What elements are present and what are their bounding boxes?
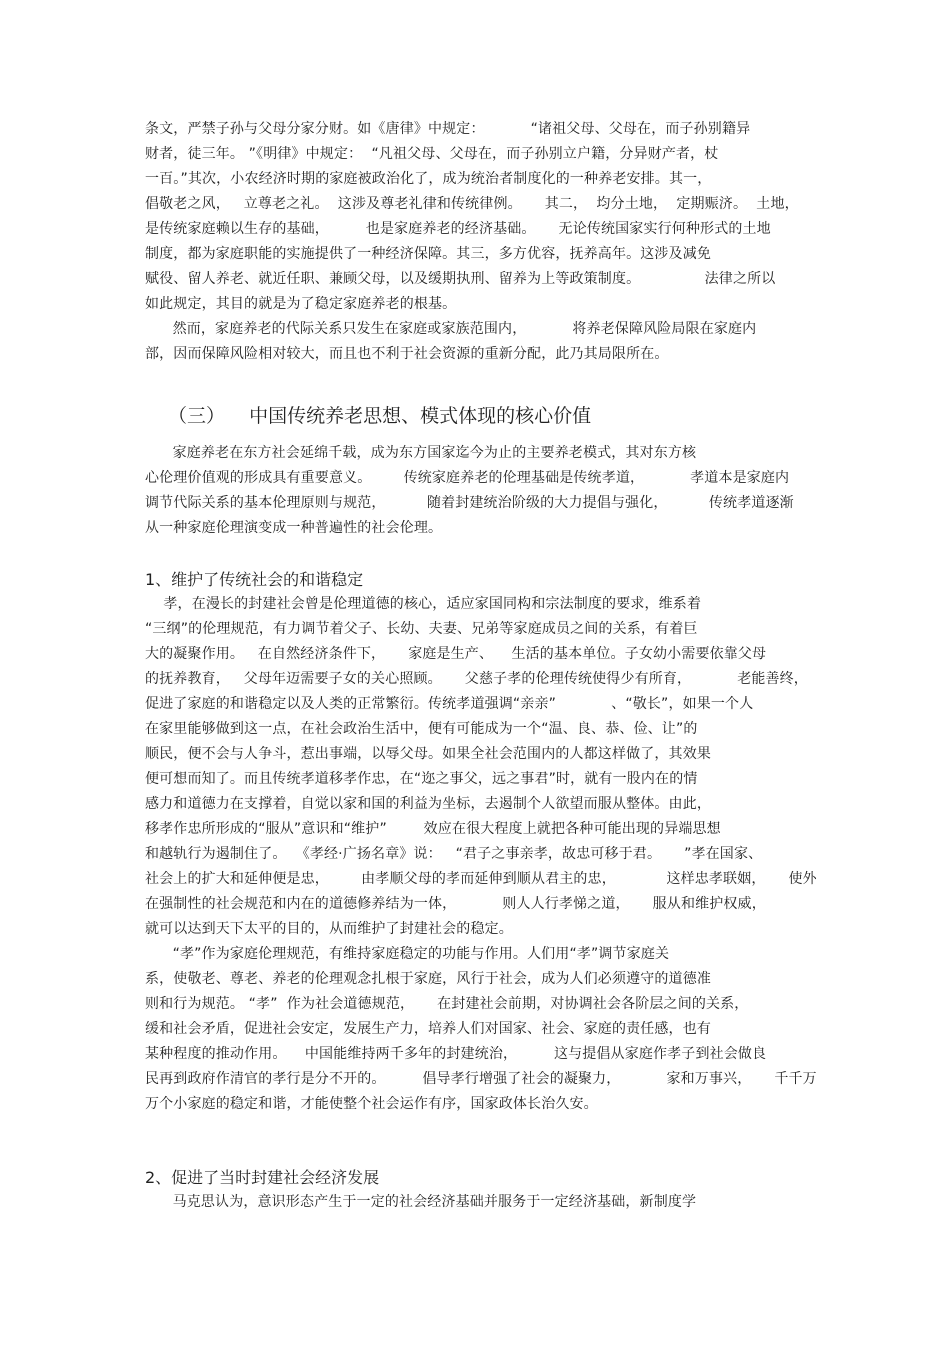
text-line: 调节代际关系的基本伦理原则与规范， 随着封建统治阶级的大力提倡与强化， 传统孝道逐渐 <box>145 495 794 511</box>
text-line: 倡敬老之风， 立尊老之礼。 这涉及尊老礼律和传统律例。 其二， 均分土地， 定期赈济。 土地， <box>145 196 799 212</box>
text-line: 在家里能够做到这一点，在社会政治生活中，便有可能成为一个“温、良、恭、俭、让”的 <box>145 721 698 737</box>
text-line: 然而，家庭养老的代际关系只发生在家庭或家族范围内， 将养老保障风险局限在家庭内 <box>145 321 757 337</box>
section-heading: （三） 中国传统养老思想、模式体现的核心价值 <box>168 405 592 427</box>
text-line: 系，使敬老、尊老、养老的伦理观念扎根于家庭，风行于社会，成为人们必须遵守的道德准 <box>145 971 711 987</box>
subsection-heading: 1、维护了传统社会的和谐稳定 <box>145 570 364 589</box>
text-line: 财者，徒三年。 ”《明律》中规定： “凡祖父母、父母在，而子孙别立户籍，分异财产者，杖 <box>145 146 719 162</box>
text-line: 赋役、留人养老、就近任职、兼顾父母，以及缓期执刑、留养为上等政策制度。 法律之所以 <box>145 271 776 287</box>
text-line: 就可以达到天下太平的目的，从而维护了封建社会的稳定。 <box>145 921 513 937</box>
text-line: 一百。”其次，小农经济时期的家庭被政治化了，成为统治者制度化的一种养老安排。其一， <box>145 171 712 187</box>
text-line: 是传统家庭赖以生存的基础， 也是家庭养老的经济基础。 无论传统国家实行何种形式的土地 <box>145 221 771 237</box>
text-line: 的抚养教育， 父母年迈需要子女的关心照顾。 父慈子孝的伦理传统使得少有所育， 老能善终， <box>145 671 808 687</box>
text-line: 顺民，便不会与人争斗，惹出事端，以辱父母。如果全社会范围内的人都这样做了，其效果 <box>145 746 711 762</box>
text-line: 孝，在漫长的封建社会曾是伦理道德的核心，适应家国同构和宗法制度的要求，维系着 <box>145 596 702 612</box>
text-line: 社会上的扩大和延伸便是忠， 由孝顺父母的孝而延伸到顺从君主的忠， 这样忠孝联姻， 使外 <box>145 871 817 887</box>
text-line: 和越轨行为遏制住了。 《孝经·广扬名章》说： “君子之事亲孝，故忠可移于君。 ”孝在国家、 <box>145 846 763 862</box>
text-line: 万个小家庭的稳定和谐，才能使整个社会运作有序，国家政体长治久安。 <box>145 1096 598 1112</box>
text-line: 部，因而保障风险相对较大，而且也不利于社会资源的重新分配，此乃其局限所在。 <box>145 346 669 362</box>
text-line: 感力和道德力在支撑着，自觉以家和国的利益为坐标，去遏制个人欲望而服从整体。由此， <box>145 796 711 812</box>
text-line: 大的凝聚作用。 在自然经济条件下， 家庭是生产、 生活的基本单位。子女幼小需要依靠父母 <box>145 646 767 662</box>
text-line: “孝”作为家庭伦理规范，有维持家庭稳定的功能与作用。人们用“孝”调节家庭关 <box>145 946 670 962</box>
text-line: 民再到政府作清官的孝行是分不开的。 倡导孝行增强了社会的凝聚力， 家和万事兴， 千千万 <box>145 1071 817 1087</box>
text-line: 如此规定，其目的就是为了稳定家庭养老的根基。 <box>145 296 457 312</box>
text-line: 家庭养老在东方社会延绵千载，成为东方国家迄今为止的主要养老模式，其对东方核 <box>145 445 697 461</box>
text-line: “三纲”的伦理规范，有力调节着父子、长幼、夫妻、兄弟等家庭成员之间的关系，有着巨 <box>145 621 698 637</box>
text-line: 移孝作忠所形成的“服从”意识和“维护” 效应在很大程度上就把各种可能出现的异端思想 <box>145 821 721 837</box>
text-line: 马克思认为，意识形态产生于一定的社会经济基础并服务于一定经济基础，新制度学 <box>145 1194 697 1210</box>
text-line: 则和行为规范。 “孝” 作为社会道德规范， 在封建社会前期，对协调社会各阶层之间的关系， <box>145 996 749 1012</box>
text-line: 心伦理价值观的形成具有重要意义。 传统家庭养老的伦理基础是传统孝道， 孝道本是家庭内 <box>145 470 790 486</box>
text-line: 条文，严禁子孙与父母分家分财。如《唐律》中规定： “诸祖父母、父母在，而子孙别籍异 <box>145 121 751 137</box>
text-line: 某种程度的推动作用。 中国能维持两千多年的封建统治， 这与提倡从家庭作孝子到社会做良 <box>145 1046 767 1062</box>
text-line: 促进了家庭的和谐稳定以及人类的正常繁衍。传统孝道强调“亲亲” 、“敬长”，如果一个人 <box>145 696 754 712</box>
text-line: 制度，都为家庭职能的实施提供了一种经济保障。其三，多方优容，抚养高年。这涉及减免 <box>145 246 711 262</box>
subsection-heading: 2、促进了当时封建社会经济发展 <box>145 1168 380 1187</box>
text-line: 缓和社会矛盾，促进社会安定，发展生产力，培养人们对国家、社会、家庭的责任感，也有 <box>145 1021 711 1037</box>
text-line: 在强制性的社会规范和内在的道德修养结为一体， 则人人行孝悌之道， 服从和维护权威， <box>145 896 766 912</box>
text-line: 从一种家庭伦理演变成一种普遍性的社会伦理。 <box>145 520 443 536</box>
text-line: 便可想而知了。而且传统孝道移孝作忠，在“迩之事父，远之事君”时，就有一股内在的情 <box>145 771 698 787</box>
